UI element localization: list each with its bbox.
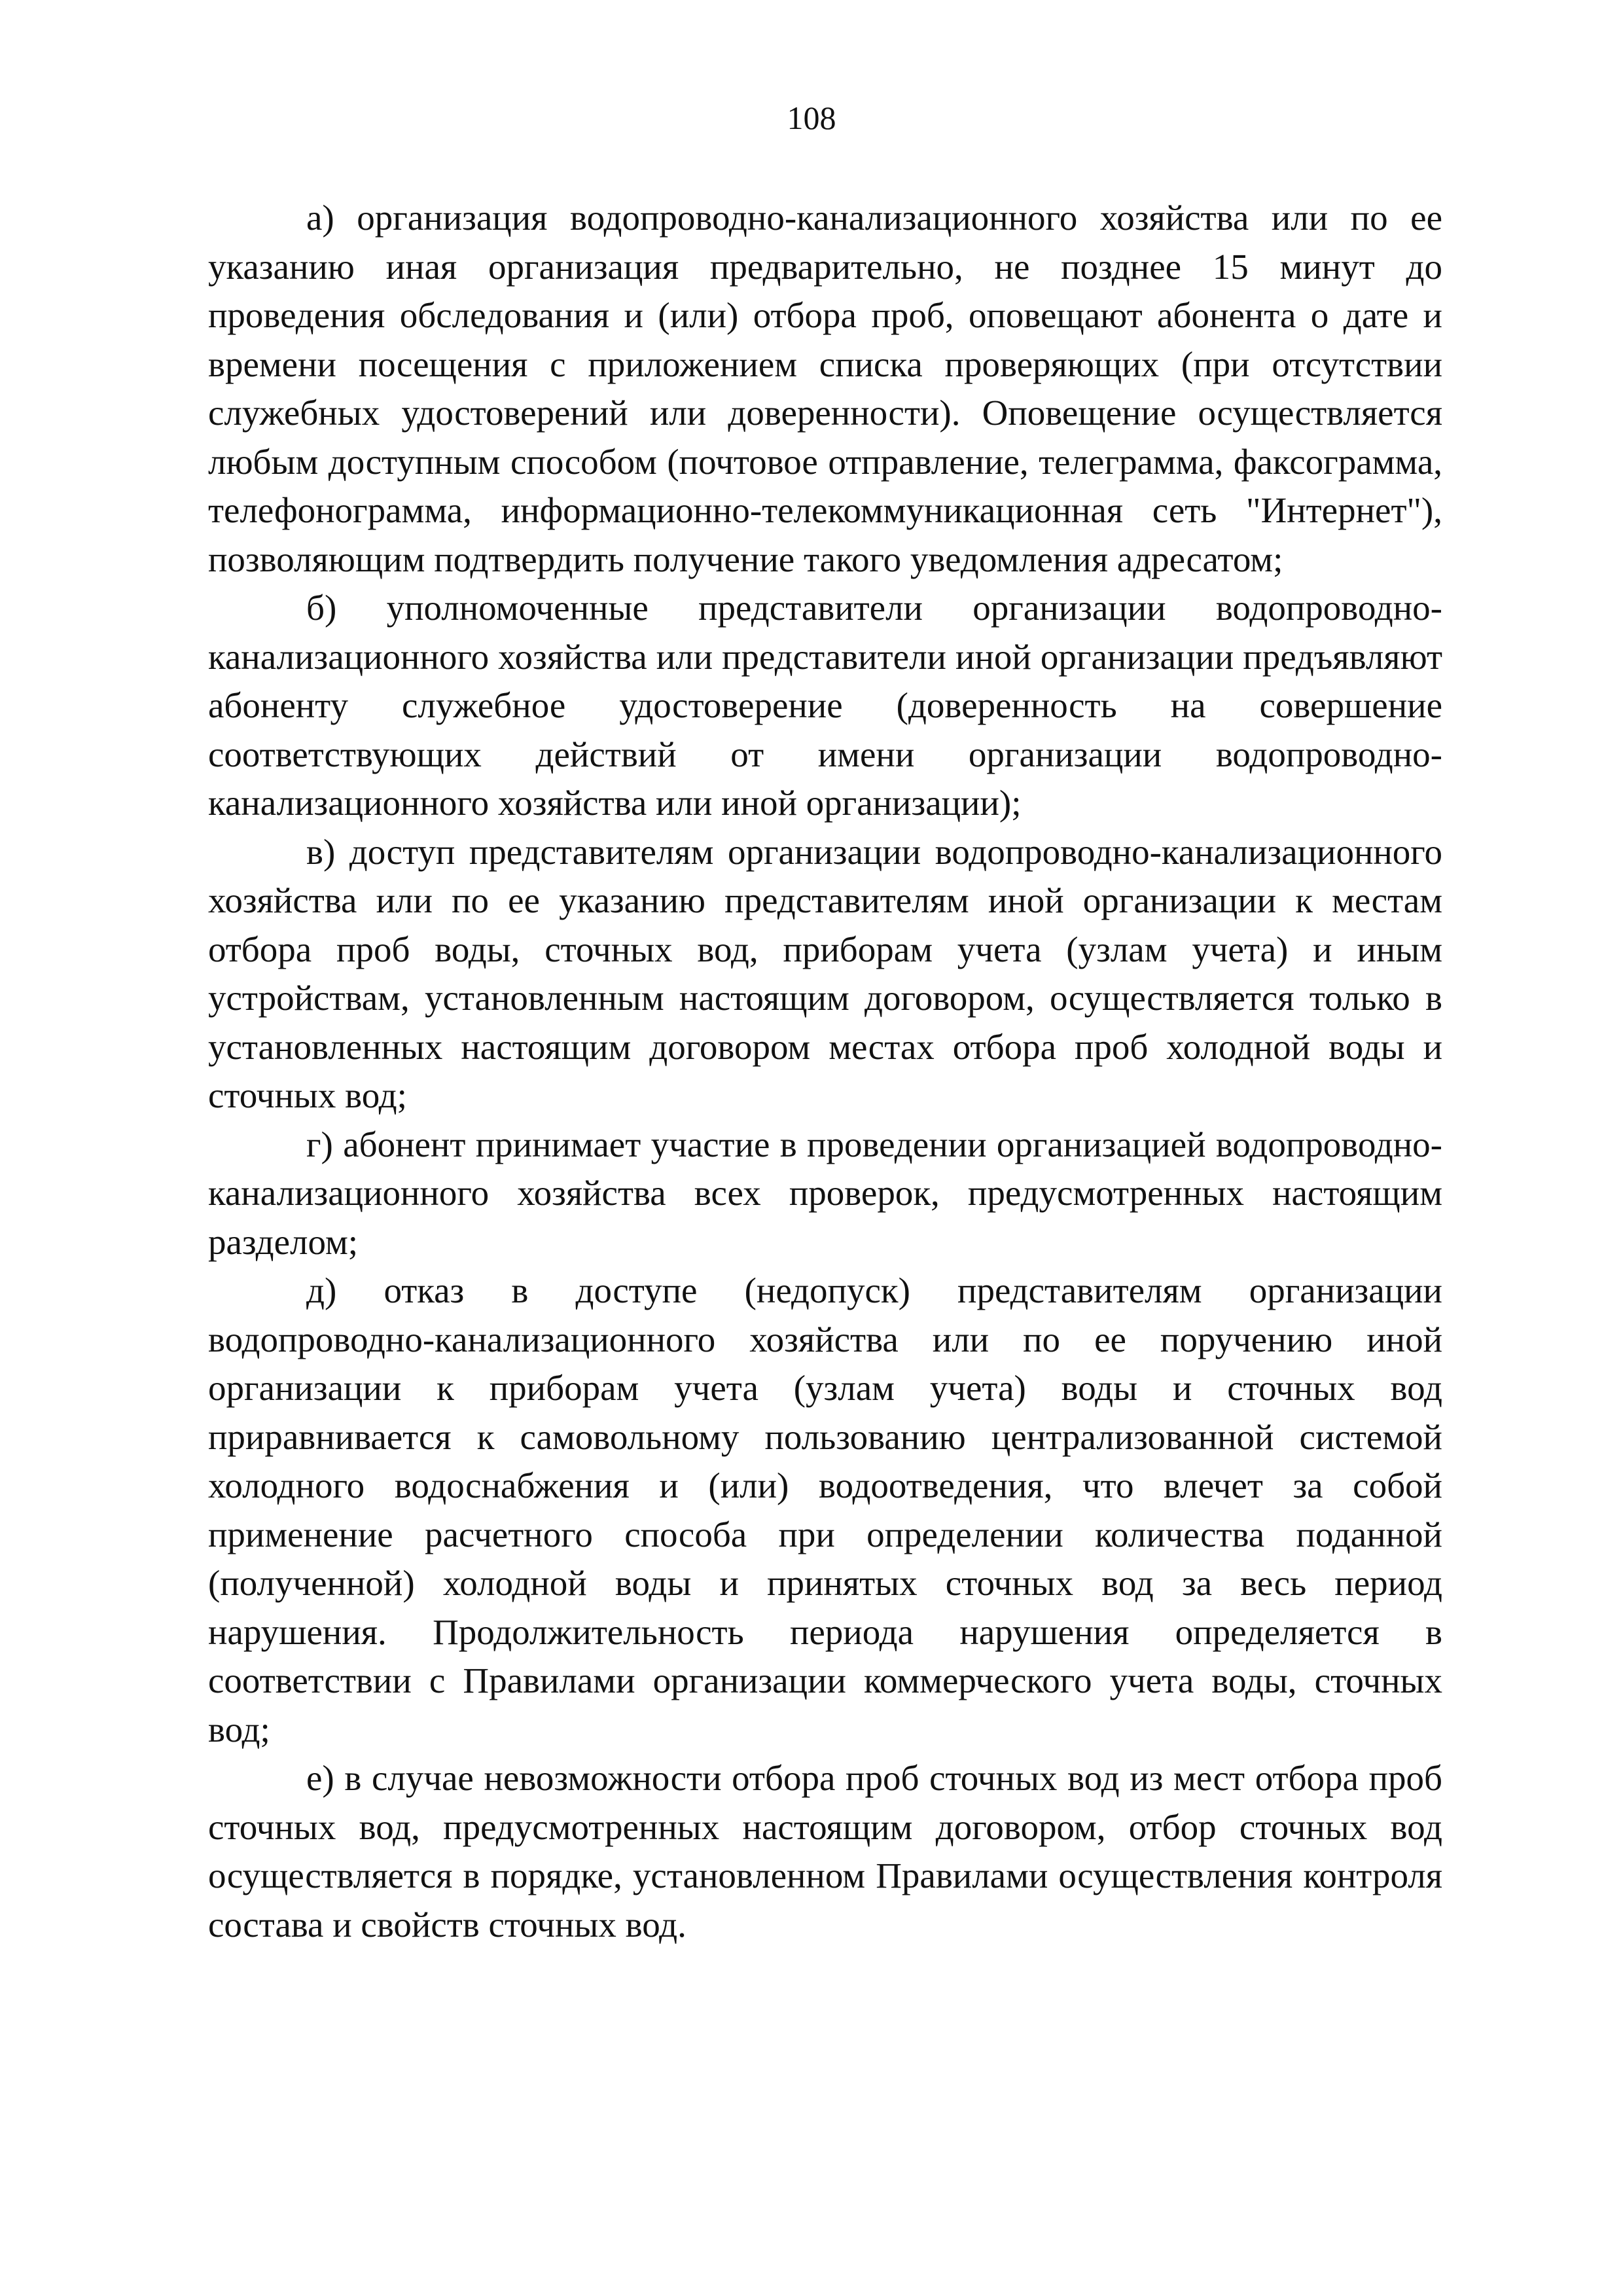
paragraph-e: е) в случае невозможности отбора проб сточных вод из мест отбора проб сточных вод, предусмотренных настоящим договором, отбор сточных вод осуществляется в порядке, установленном Правилами осуществления контроля состава и свойств сточных вод. [208, 1758, 1442, 1945]
paragraph-a: а) организация водопроводно-канализационного хозяйства или по ее указанию иная организация предварительно, не позднее 15 минут до проведения обследования и (или) отбора проб, оповещают абонента о дате и времени посещения с приложением списка проверяющих (при отсутствии служебных удостоверений или доверенности). Оповещение осуществляется любым доступным способом (почтовое отправление, телеграмма, факсограмма, телефонограмма, информационно-телекоммуникационная сеть "Интернет"), позволяющим подтвердить получение такого уведомления адресатом; [208, 198, 1442, 579]
paragraph-d: д) отказ в доступе (недопуск) представителям организации водопроводно-канализационного хозяйства или по ее поручению иной организации к приборам учета (узлам учета) воды и сточных вод приравнивается к самовольному пользованию централизованной системой холодного водоснабжения и (или) водоотведения, что влечет за собой применение расчетного способа при определении количества поданной (полученной) холодной воды и принятых сточных вод за весь период нарушения. Продолжительность периода нарушения определяется в соответствии с Правилами организации коммерческого учета воды, сточных вод; [208, 1270, 1442, 1749]
page-number: 108 [787, 99, 836, 136]
paragraph-v: в) доступ представителям организации водопроводно-канализационного хозяйства или по ее указанию представителям иной организации к местам отбора проб воды, сточных вод, приборам учета (узлам учета) и иным устройствам, установленным настоящим договором, осуществляется только в установленных настоящим договором местах отбора проб холодной воды и сточных вод; [208, 831, 1442, 1115]
paragraph-g: г) абонент принимает участие в проведении организацией водопроводно-канализационного хозяйства всех проверок, предусмотренных настоящим разделом; [208, 1124, 1442, 1262]
paragraph-b: б) уполномоченные представители организации водопроводно-канализационного хозяйства или представители иной организации предъявляют абоненту служебное удостоверение (доверенность на совершение соответствующих действий от имени организации водопроводно-канализационного хозяйства или иной организации); [208, 588, 1442, 823]
document-body [208, 194, 1442, 1949]
